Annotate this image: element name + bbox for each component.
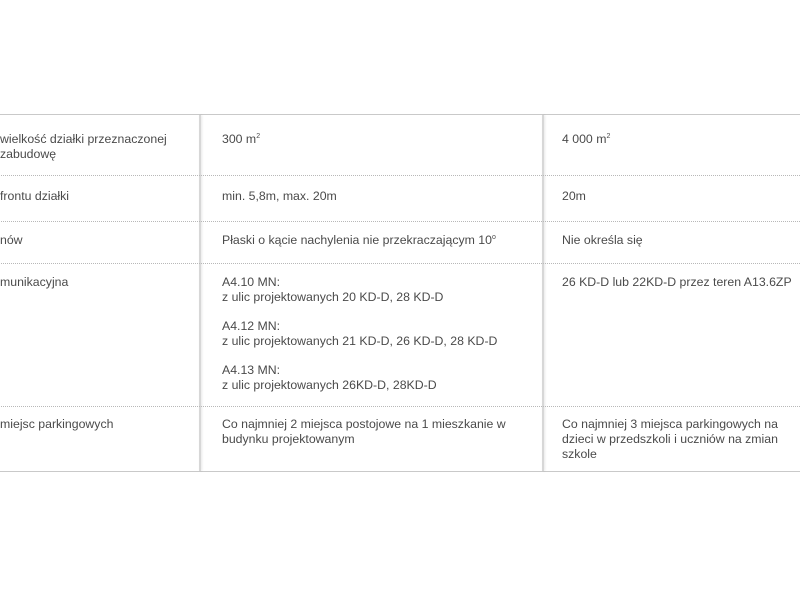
row-label bbox=[0, 132, 182, 162]
row-label bbox=[0, 275, 182, 290]
value-text: min. 5,8m, max. 20m bbox=[222, 189, 337, 203]
table-row bbox=[0, 222, 800, 264]
value-text: Płaski o kącie nachylenia nie przekraczającym 10 bbox=[222, 233, 492, 247]
value-cell bbox=[222, 132, 534, 147]
table-row bbox=[0, 115, 800, 176]
label-line: zabudowę bbox=[0, 147, 57, 161]
value-line: Co najmniej 2 miejsca postojowe na 1 mieszkanie w bbox=[222, 417, 506, 431]
access-roads: z ulic projektowanych 20 KD-D, 28 KD-D bbox=[222, 290, 444, 304]
access-roads: z ulic projektowanych 26KD-D, 28KD-D bbox=[222, 378, 437, 392]
value-cell bbox=[222, 275, 534, 393]
row-label bbox=[0, 189, 182, 204]
superscript: 2 bbox=[256, 133, 261, 140]
value-line: Co najmniej 3 miejsca parkingowych na bbox=[562, 417, 778, 431]
row-label bbox=[0, 233, 182, 248]
zone-code: A4.12 MN: bbox=[222, 319, 281, 333]
label-line: wielkość działki przeznaczonej bbox=[0, 132, 167, 146]
zone-code: A4.10 MN: bbox=[222, 275, 281, 289]
superscript: 2 bbox=[606, 133, 611, 140]
value-cell bbox=[562, 132, 800, 147]
table-row bbox=[0, 407, 800, 470]
label-line: nów bbox=[0, 233, 23, 247]
value-cell bbox=[222, 417, 534, 447]
value-line: dzieci w przedszkoli i uczniów na zmian bbox=[562, 432, 778, 446]
access-block bbox=[222, 319, 534, 349]
zone-code: A4.13 MN: bbox=[222, 363, 281, 377]
label-line: munikacyjna bbox=[0, 275, 69, 289]
value-cell bbox=[562, 417, 800, 462]
value-cell bbox=[562, 233, 800, 248]
value-cell bbox=[222, 189, 534, 204]
value-line: budynku projektowanym bbox=[222, 432, 355, 446]
row-label bbox=[0, 417, 182, 432]
value-text: 26 KD-D lub 22KD-D przez teren A13.6ZP bbox=[562, 275, 792, 289]
parameters-table bbox=[0, 114, 800, 472]
label-line: miejsc parkingowych bbox=[0, 417, 114, 431]
value-text: 4 000 m bbox=[562, 132, 607, 146]
value-text: 20m bbox=[562, 189, 586, 203]
superscript: o bbox=[491, 234, 496, 241]
access-roads: z ulic projektowanych 21 KD-D, 26 KD-D, 28 KD-D bbox=[222, 334, 498, 348]
value-cell bbox=[562, 275, 800, 290]
table-row bbox=[0, 176, 800, 222]
access-block bbox=[222, 363, 534, 393]
table-row bbox=[0, 264, 800, 407]
label-line: frontu działki bbox=[0, 189, 70, 203]
access-block bbox=[222, 275, 534, 305]
value-line: szkole bbox=[562, 447, 597, 461]
value-text: Nie określa się bbox=[562, 233, 643, 247]
value-text: 300 m bbox=[222, 132, 257, 146]
value-cell bbox=[562, 189, 800, 204]
value-cell bbox=[222, 233, 534, 248]
